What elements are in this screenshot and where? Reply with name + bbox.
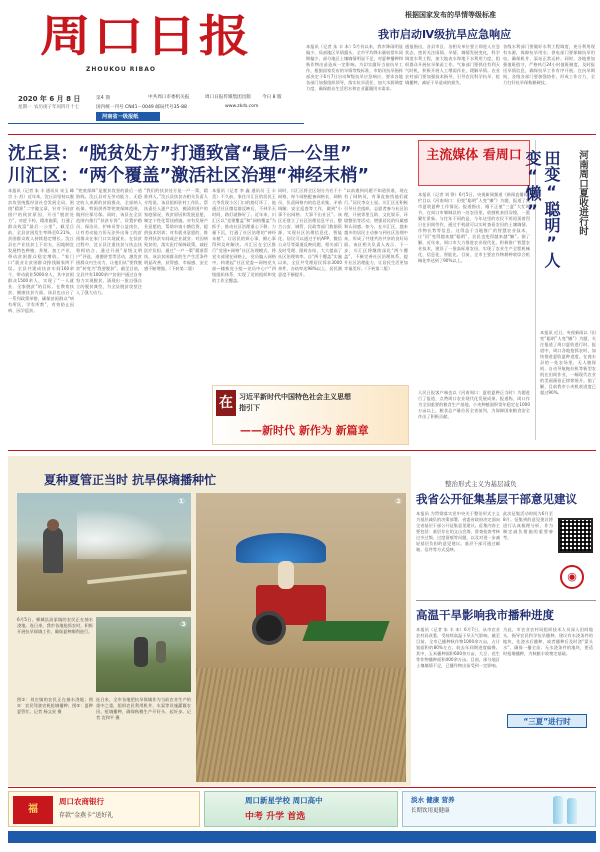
masthead-info-3: 今日 8 版 bbox=[262, 95, 282, 100]
footer-item: 本期值班 张广平 bbox=[55, 844, 93, 850]
photo-num-1: ① bbox=[178, 497, 185, 506]
footer-item: 广告热线 6190066 bbox=[323, 844, 367, 850]
footer-item: 新闻热线 8234300 bbox=[264, 844, 308, 850]
photo2-umbrella bbox=[236, 533, 326, 563]
side-kicker: 河南周口夏收进行时 bbox=[577, 150, 588, 236]
photo3-worker bbox=[134, 637, 148, 667]
xi-banner-line2: 指引下 bbox=[239, 404, 260, 412]
ad-water[interactable] bbox=[402, 791, 596, 827]
photo2-driver bbox=[278, 561, 294, 589]
theme-kicker: 整治形式主义为基层减负 bbox=[445, 480, 517, 488]
article-chuanhui-col2: 同时，川汇区将全区划分为若干个网格，每个网格配备网格长、网格员，负责网格内的信息采集、矛盾调解、安全巡查等工作，做到“小事不出网格、大事不出社区”。该区还建立了社区治理信息平台，整合公安、城管、民政等部门数据资源，实现社区治理信息化、智能化。居民可以通过手机APP、微信公众号等渠道反映问题，相关部门及时受理、限时办结，大大提高了社区治理效率。自“两个覆盖”实施以来，全区共受理居民诉求3000余件，办结率达98%以上，居民满意度不断提升。 bbox=[278, 188, 342, 277]
masthead-info-1: 中共周口市委机关报 bbox=[148, 95, 190, 100]
photo-caption-1: 6月5日，郸城县汲冢镇的农民正在抽水浇地。连日来，我市各地抢抓农时，积极开展抗旱保墒工作，确保夏种顺利进行。 bbox=[17, 617, 93, 634]
ad-bank-logo-icon: 福 bbox=[13, 796, 53, 824]
main-headline-2: 川汇区：“两个覆盖”激活社区治理“神经末梢” bbox=[8, 166, 370, 186]
xi-banner-line1: 习近平新时代中国特色社会主义思想 bbox=[239, 393, 351, 401]
ad-school-slogan: 中考 升学 首选 bbox=[245, 812, 306, 822]
side-title: 田变“聪明”人变“懒” bbox=[523, 150, 561, 268]
three-summer-badge: “三夏”进行时 bbox=[507, 714, 587, 728]
masthead-web: www.zkrb.com bbox=[225, 104, 259, 109]
photo-irrigation bbox=[17, 493, 191, 611]
ad-water-bottle-icon-2 bbox=[567, 798, 577, 824]
media-banner-title: 主流媒体 看周口 bbox=[426, 148, 522, 163]
photo-section-title: 夏种夏管正当时 抗旱保墒播种忙 bbox=[44, 473, 217, 487]
footer-item: 编辑 王艳 bbox=[107, 844, 129, 850]
photo-field-workers bbox=[96, 617, 191, 692]
xi-banner-seal: 在 bbox=[216, 390, 236, 416]
photo-caption-3: 连日来，全市各地把抗旱保墒作为当前农业生产的重中之重，组织农民利用机井、水泵等设施灌溉农田，抢墒播种，确保秋粮生产开好头、起好步。记者 沈和平 摄 bbox=[96, 697, 191, 720]
ad-school-title: 周口新星学校 周口高中 bbox=[245, 796, 323, 805]
article-shenqiu-col1: 本报讯（记者 朱 丰 通讯员 宋玉 峰 宗 小 苏）近年来，沈丘县坚持以脱贫攻坚统揽经济社会发展全局，围绕“精准”二字做文章，针对不同贫困户的致贫原因，开出“脱贫处方”，对症下药，精准施策，打通了群众致富“最后一公里”。截至目前，全县贫困发生率降至0.21%，贫困群众收入持续稳定增长。沈丘县在产业扶贫上下功夫，因地制宜发展特色种植、养殖、加工产业，带动贫困群众稳定增收。“家门口”就业让贫困群众挣钱顾家两不误。全县共建成扶贫车间160余个，带动就业5000余人，其中贫困群众1500余人，实现了“一人就业、全家脱贫”的目标。在教育扶贫、健康扶贫方面，该县也出台了一系列政策举措，确保贫困群众“病有所医、学有所教”，有效防止因病、因学返贫。 bbox=[8, 188, 74, 313]
media-article-col1: 本报讯（记者 刘 铮）6月5日，央视新闻频道《新闻直播间》栏目以《河南周口：田变“聪明”人变“懒”》为题，报道了我市夏收夏种工作情况。报道指出，眼下正值“三夏”大忙时节，在周口市郸城县的一处农田里，收割机来回穿梭，一派繁忙景象。与往年不同的是，今年这里的农民不用再顶着烈日在田间劳作，通过手机就可以实时查看农田的土壤墒情、作物长势等信息。这得益于当地推广的智慧农业技术，让“田”变得越来越“聪明”，农民也变得越来越“懒”。据了解，近年来，周口市大力推进农业现代化，积极推广智慧农业技术，建设了一批高标准农田，实现了农业生产全程机械化、信息化、智能化。目前，全市主要农作物耕种收综合机械化率达到了90%以上。 bbox=[418, 192, 530, 263]
article-shenqiu-col2: “兜底保障”是脱贫攻坚的最后一道防线。沈丘县对无劳动能力、无稳定收入来源的贫困群众，全部纳入低保、特困供养等兜底保障范围，做到应保尽保。同时，该县在全县范围内推行“扶贫专岗”，设置护路员、保洁员、护林员等公益岗位，让有劳动能力但无法外出务工的贫困群众在家门口实现就业。在扶贫过程中，沈丘县注重扶贫与扶志扶智相结合，通过开展“星级文明户”评选、道德讲堂等活动，激发贫困群众内生动力，让他们从“要我脱贫”转变为“我要脱贫”。截至目前，全县共有1000余户贫困户通过自身努力实现脱贫，涌现出一批自强自立的脱贫典型，为全县脱贫攻坚注入了强大动力。 bbox=[76, 188, 142, 295]
province-label: 河南省一级报纸 bbox=[102, 114, 139, 120]
topright-body-1: 本报讯（记者 朱 丰 本）5月份以来，我市降雨明显偏少，局部地区旱情露头，全市平均降水量较常年同期偏少，部分地区土壤墒情明显不足，对夏种播种和秋作物出苗造成一定影响。为切实做好当前抗旱工作，根据国家发布的旱情等级标准，市防汛抗旱指挥部决定于6月7日启动Ⅳ级抗旱应急响应，要求各地各部门加强组织领导，落实抗旱责任，加大水源调度力度，确保群众生活用水和农业灌溉用水需求。 bbox=[306, 44, 403, 91]
ad-bank-slogan: 存款“金燕卡”送好礼 bbox=[59, 812, 114, 819]
qr-code bbox=[558, 518, 593, 553]
issue-weekday: 星期一 bbox=[18, 105, 32, 110]
xi-banner-sub: ——新时代 新作为 新篇章 bbox=[240, 424, 369, 437]
footer-bar bbox=[8, 831, 596, 850]
article2-col1: 本报讯 为贯彻落实党中央关于整治形式主义为基层减负的决策部署，省委省政府决定面向全省基层干部公开征集意见建议。征集内容主要包括：基层存在的文山会海、督查检查考核过多过频、过度留痕等问题，以及对进一步减轻基层负担的意见建议。基层干部可通过邮箱、信件等方式反映。 bbox=[416, 511, 500, 552]
ad-water-title: 淡水 健康 营养 bbox=[411, 796, 455, 804]
ad-bank[interactable] bbox=[8, 791, 200, 827]
masthead-cn: 国内统一刊号 CN41－0049 邮局代号35-88 bbox=[96, 105, 187, 110]
red-seal-icon: ◉ bbox=[560, 565, 584, 589]
media-article-col2: 人民日报客户端也以《河南周口：夏收夏种正当时》为题进行了报道，点赞周口农业现代化发展成果。报道称，周口作为全国重要的粮食生产基地，小麦种植面积常年稳定在1000万亩以上，粮食总产量位居全省前列，为保障国家粮食安全作出了积极贡献。 bbox=[418, 390, 530, 419]
ad-water-slogan: 长期饮用更健康 bbox=[411, 808, 450, 814]
topright-kicker: 根据国家发布的旱情等级标准 bbox=[405, 11, 496, 19]
photo2-seeder bbox=[302, 621, 389, 641]
photo-num-2: ② bbox=[395, 497, 402, 506]
article2-col2: 此次征集活动时间为6月至8月。征集到的意见建议将进行认真梳理分析，作为制定减负措施的重要参考。 bbox=[503, 511, 553, 540]
article-chuanhui-col1: 本报讯（记者 李 鑫 通讯员 王 丰 美）不久前，家住川汇区的居民王大爷发现小区门口的路灯坏了，他通过社区微信群反映后，不到半天时间，路灯就修好了。近年来，川汇区以“党建覆盖”和“网格覆盖”为抓手，推动社区治理重心下移、力量下沉，打通了社区治理的“神经末梢”，让居民的烦心事、揪心事得到及时解决。川汇区在全区推行“党建+网格”社区治理模式，将党支部建在网格上，党员编入网格中，构建起“社区党委—网格党支部—楼栋党小组—党员中心户”四级组织体系，实现了党的组织和党的工作全覆盖。 bbox=[212, 188, 276, 283]
topright-body-2: 通报指出，各县市区、各相关单位要立即进入应急状态，密切关注雨情、旱情、墒情发展变化，科学调度水利工程，加大地表水和地下水利用力度，组织群众开展抗旱保苗工作。气象部门要抓住有利天气时机，积极开展人工增雨作业，缓解旱情。农业农村部门要加强技术指导，引导农民科学抗旱、抢墒播种，减轻干旱造成的损失。 bbox=[405, 44, 500, 85]
article2-title: 我省公开征集基层干部意见建议 bbox=[416, 492, 577, 506]
photo1-water-spray bbox=[77, 509, 167, 559]
photo3-worker-2 bbox=[156, 641, 166, 663]
article-chuanhui-col3: “以前遇到问题不知道找谁，现在有了网格员，有事直接找他们就行。”居民李女士说。川汇区还积极引导社会组织、志愿者参与社区治理，开展邻里互助、文化娱乐、环境整治等活动，增强居民的归属感和认同感。如今，在川汇区，越来越多的居民主动参与到社区治理中来，形成了共建共治共享的良好局面。该区相关负责人表示，下一步，川汇区将继续深化“两个覆盖”，不断完善社区治理体系，提升社区治理能力，让居民生活更加幸福美好。（下转第二版） bbox=[344, 188, 408, 271]
issue-no: 第4 期 bbox=[96, 96, 111, 101]
photo1-pipe bbox=[87, 570, 187, 584]
photo2-stubble bbox=[196, 668, 406, 782]
topright-headline: 我市启动Ⅳ级抗旱应急响应 bbox=[378, 28, 512, 41]
ad-school[interactable] bbox=[204, 791, 398, 827]
masthead-pinyin: ZHOUKOU RIBAO bbox=[86, 66, 156, 73]
footer-item: 投诉热线 6029999 bbox=[382, 844, 426, 850]
ad-bank-title: 周口农商银行 bbox=[59, 797, 104, 806]
footer-item: 社长 王彦涛 bbox=[14, 844, 41, 850]
masthead-title: 周口日报 bbox=[40, 11, 252, 62]
photo1-farmer-head bbox=[47, 519, 59, 531]
article3-title: 高温干旱影响我市播种进度 bbox=[416, 608, 554, 622]
footer-item: 责任编辑 单华 bbox=[180, 844, 213, 850]
masthead-info-2: 周口日报传媒集团出版 bbox=[205, 95, 251, 100]
photo1-farmer bbox=[43, 527, 63, 573]
photo2-tractor-wheel bbox=[252, 611, 286, 645]
footer-item: 审读 卢好 bbox=[144, 844, 166, 850]
side-article-body: 本报讯 近日，央视新闻以《田变“聪明”人变“懒”》为题，关注报道了周口夏收进行时。报道中，周口各地抢抓农时，加快推进夏收夏种进度。在商水县的一处农场里，无人植保机、自动导航拖拉机等新型农机在田间作业，一幅现代农业的美丽画卷正徐徐展开。据了解，目前我市小麦机收进度已超过90%。 bbox=[540, 330, 596, 395]
photo-num-3: ③ bbox=[180, 620, 187, 629]
photo-tractor bbox=[196, 493, 406, 782]
article3-col2: 为此，市农业农村局组织技术人员深入田间地头，指导农民科学抗旱播种。建议有水浇条件的地块，先浇水后播种，或者播种后及时浇“蒙头水”，确保一播全苗；无水浇条件的地块，要适时抢墒播种，为秋粮丰收奠定基础。 bbox=[503, 627, 593, 656]
issue-lunar: 农历庚子年闰四月十七 bbox=[34, 105, 79, 110]
ad-water-bottle-icon bbox=[553, 796, 563, 824]
footer-item: 排版 王刚 bbox=[227, 844, 250, 850]
issue-date: 2020 年 6 月 8 日 bbox=[18, 95, 81, 103]
topright-body-3: 各级水利部门要做好水利工程调度，充分利用现有水源，保障抗旱用水；供电部门要保障抗旱用电，确保机井、泵站正常运转。同时，各地要加强值班值守，严格执行24小时值班制度，及时报送旱情信息，确保抗旱工作有序开展。在抗旱期间，各级各部门要加强协作，形成工作合力，全力打好抗旱保秋粮硬仗。 bbox=[503, 44, 595, 85]
article-shenqiu-col3: “我们的扶贫处方是一户一策，精准到人。”沈丘县扶贫办相关负责人介绍说。该县组织驻村工作队、帮扶责任人逐户走访，摸清贫困户的家庭情况、致贫原因和发展意愿，制定个性化帮扶措施。对有发展产业意愿的，帮助申请小额信贷，提供技术培训；对有就业意愿的，推荐到扶贫车间或企业就业；对因病致贫的，落实医疗保障政策，减轻医疗负担。通过“一户一策”精准帮扶，该县贫困群众的生产生活条件明显改善，获得感、幸福感、安全感不断增强。（下转第二版） bbox=[144, 188, 208, 271]
photo-caption-2: 图①：刘庄镇的农民正在抽水浇地；图②：农民驾驶农机抢墒播种；图③：夏种夏管忙。记者 杨文星 摄 bbox=[17, 697, 93, 714]
main-headline-1: 沈丘县：“脱贫处方”打通致富“最后一公里” bbox=[8, 144, 352, 164]
article3-col1: 本报讯（记者 朱 丰 本）6月7日，从市农业农村局获悉，受持续高温干旱天气影响，截至目前，全市已播种秋作物1000余万亩，占计划面积的80%左右，较去年同期进度偏慢。其中，玉米播种面积600余万亩，大豆、花生等作物播种面积400余万亩。目前，部分地区土壤墒情不足，已播作物出苗受到一定影响。 bbox=[416, 627, 500, 668]
